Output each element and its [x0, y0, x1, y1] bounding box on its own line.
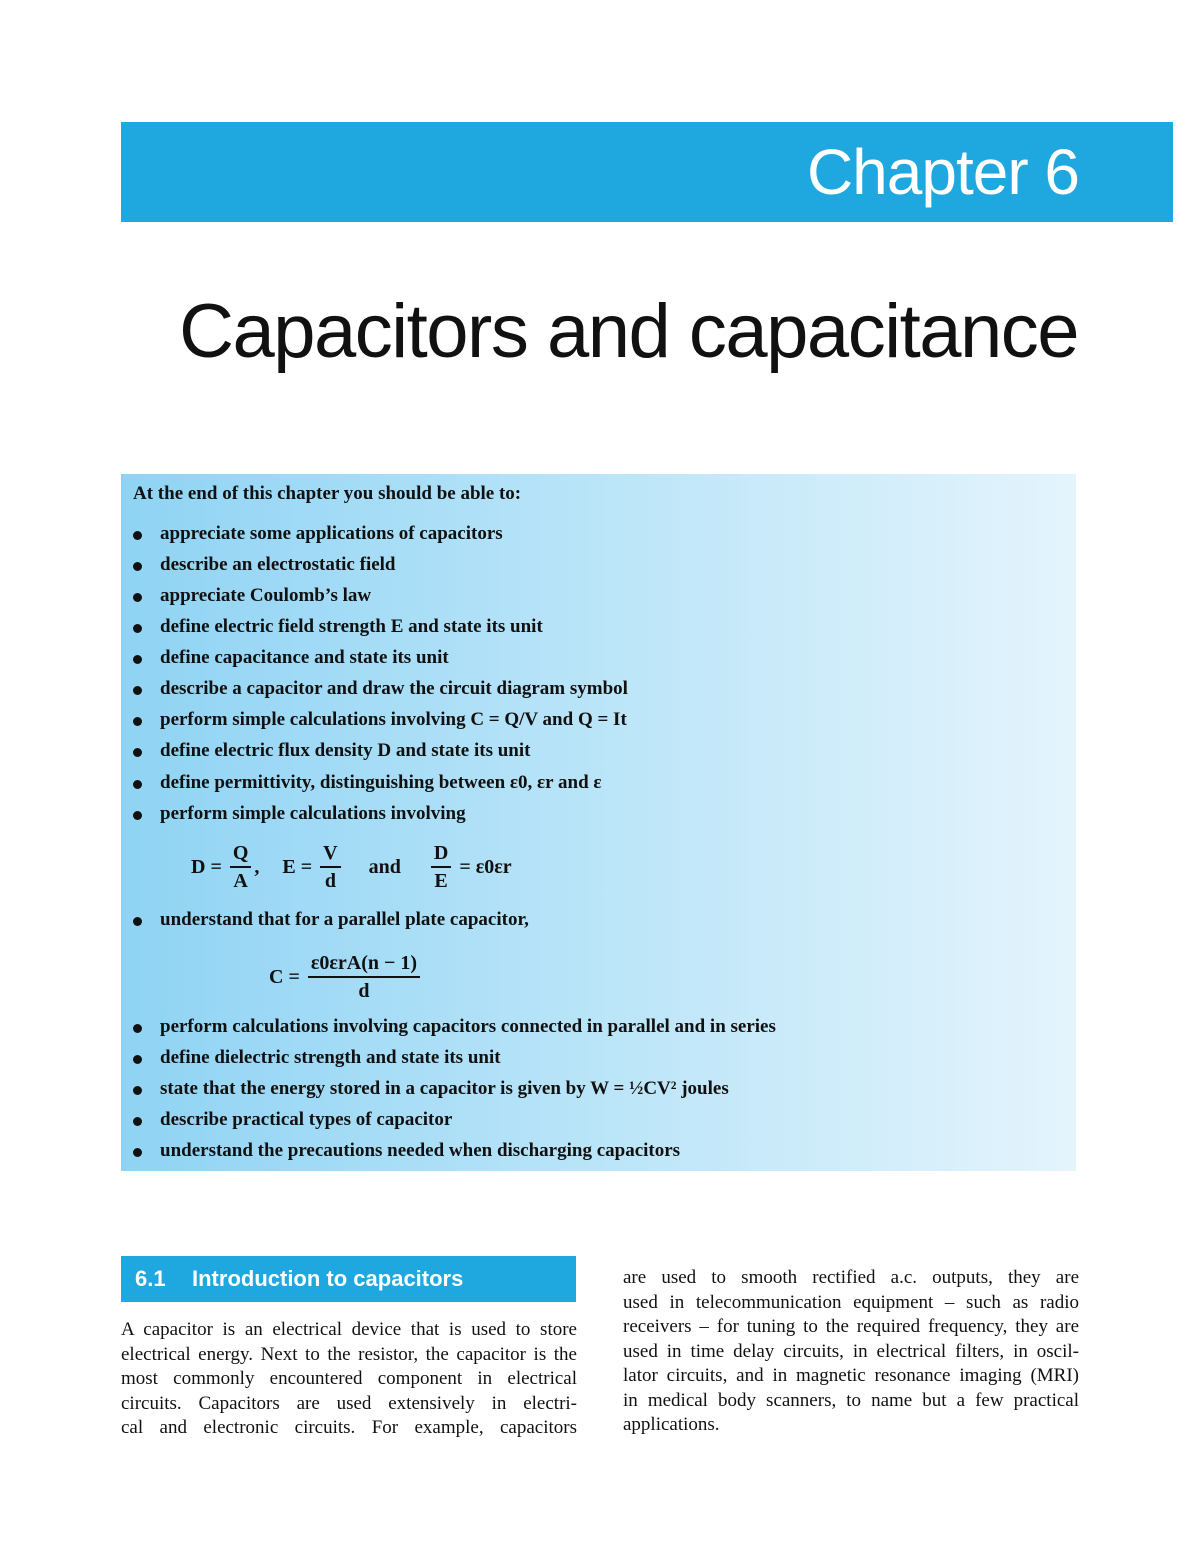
- body-line: circuits. Capacitors are used extensively in electri-: [121, 1392, 577, 1414]
- bullet-icon: [133, 1117, 142, 1126]
- bullet-icon: [133, 748, 142, 757]
- section-title: Introduction to capacitors: [192, 1266, 464, 1291]
- bullet-icon: [133, 562, 142, 571]
- equation-flux-density: D = $\frac{Q}{A}$ , E = $\frac{V}{d}$ and $\frac{D}{E}$ = ε0εr: [191, 842, 512, 892]
- bullet-icon: [133, 655, 142, 664]
- bullet-icon: [133, 780, 142, 789]
- bullet-icon: [133, 593, 142, 602]
- fraction-v-over-d: $\frac{V}{d}$: [320, 840, 340, 894]
- eq-c-lhs: C =: [269, 965, 300, 988]
- objectives-box: At the end of this chapter you should be able to: appreciate some applications of capacitors describe an electrostatic field appreciate Coulomb’s law define electric field strength E and state its unit define capacitance and state its unit describe a capacitor and draw the circuit diagram symbol perform simple calculations involving C = Q/V and Q = It define electric flux density D and state its unit define permittivity, distinguishing between ε0, εr and ε perform simple calculations involving D = $\frac{Q}{A}$ , E = $\frac{V}{d}$ and $\frac{D}{E}$ = ε0εr understand that for a parallel plate capacitor, C = $\frac{\text{ε0εrA(n − 1)}}{d}$ perform calculations involving capacitors connected in parallel and in series define dielectric strength and state its unit state that the energy stored in a capacitor is given by W = ½CV² joules describe practical types of capacitor understand the precautions needed when discharging capacitors: [121, 474, 1076, 1171]
- bullet-icon: [133, 624, 142, 633]
- eq-d-lhs: D =: [191, 855, 222, 878]
- bullet-icon: [133, 686, 142, 695]
- body-line: cal and electronic circuits. For example, capacitors: [121, 1417, 577, 1438]
- section-number: 6.1: [135, 1266, 166, 1291]
- body-line: electrical energy. Next to the resistor, the capacitor is the: [121, 1343, 577, 1365]
- body-line: are used to smooth rectified a.c. outputs, they are: [623, 1267, 1079, 1288]
- section-header: [121, 1256, 576, 1302]
- chapter-label: Chapter 6: [806, 136, 1079, 208]
- body-column-right: [623, 1266, 1079, 1438]
- body-column-left: [121, 1318, 577, 1441]
- eq-and: and: [368, 855, 401, 878]
- body-line: used in time delay circuits, in electrical filters, in oscil-: [623, 1340, 1079, 1362]
- objectives-intro: At the end of this chapter you should be able to:: [133, 483, 522, 504]
- chapter-banner: [121, 122, 1173, 222]
- bullet-icon: [133, 1055, 142, 1064]
- body-line: used in telecommunication equipment – such as radio: [623, 1291, 1079, 1313]
- fraction-capacitance: $\frac{\text{ε0εrA(n − 1)}}{d}$: [308, 950, 420, 1004]
- fraction-d-over-e: $\frac{D}{E}$: [431, 840, 451, 894]
- bullet-icon: [133, 1148, 142, 1157]
- bullet-icon: [133, 1024, 142, 1033]
- fraction-q-over-a: $\frac{Q}{A}$: [230, 840, 252, 894]
- body-line: applications.: [623, 1414, 720, 1435]
- body-line: most commonly encountered component in electrical: [121, 1368, 577, 1389]
- body-line: receivers – for tuning to the required frequency, they are: [623, 1316, 1079, 1337]
- eq-rhs: = ε0εr: [459, 855, 512, 878]
- bullet-icon: [133, 917, 142, 926]
- bullet-icon: [133, 531, 142, 540]
- equation-capacitance: [269, 950, 423, 1004]
- bullet-icon: [133, 717, 142, 726]
- body-line: A capacitor is an electrical device that is used to store: [121, 1319, 577, 1340]
- body-line: in medical body scanners, to name but a few practical: [623, 1389, 1079, 1411]
- bullet-icon: [133, 811, 142, 820]
- eq-e-lhs: E =: [282, 855, 313, 878]
- chapter-title: Capacitors and capacitance: [179, 289, 1078, 374]
- bullet-icon: [133, 1086, 142, 1095]
- body-line: lator circuits, and in magnetic resonance imaging (MRI): [623, 1365, 1079, 1386]
